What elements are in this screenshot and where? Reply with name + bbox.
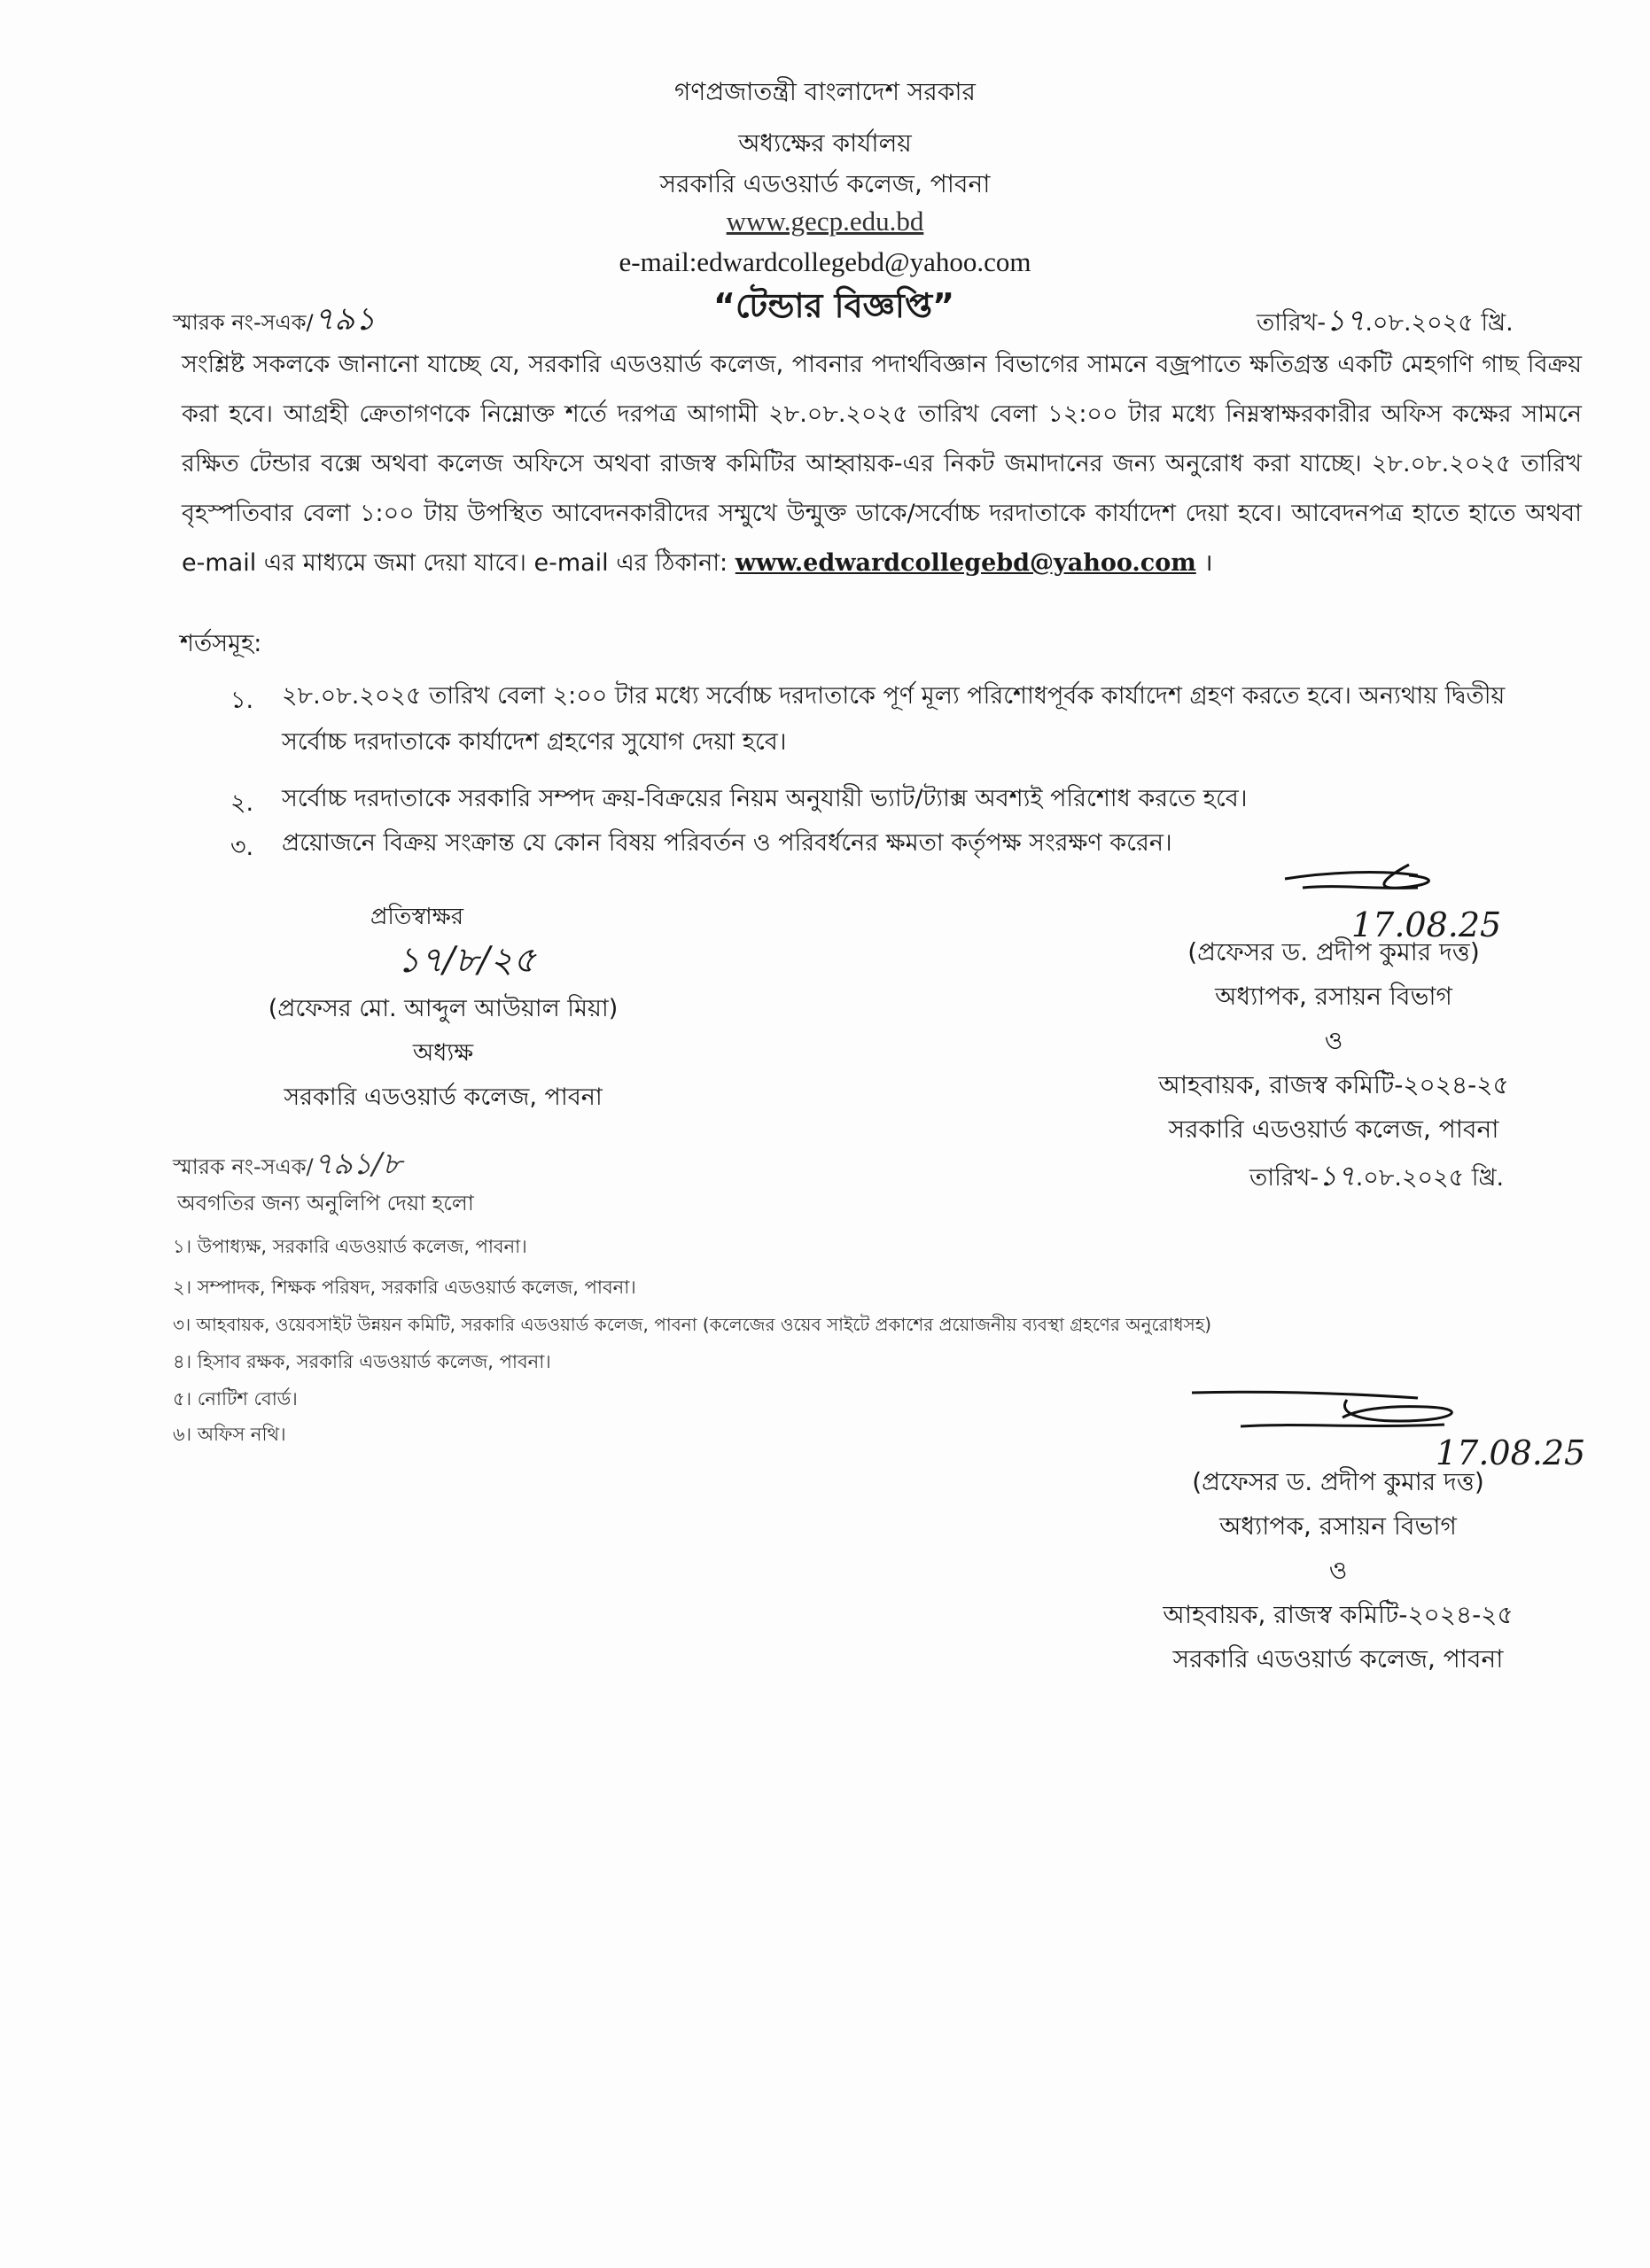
signatory-name: (প্রফেসর ড. প্রদীপ কুমার দত্ত)	[1192, 1467, 1484, 1496]
signatory-and: ও	[1328, 1556, 1348, 1585]
signatory-org: সরকারি এডওয়ার্ড কলেজ, পাবনা	[1168, 1115, 1499, 1144]
signature-date: 17.08.25	[1436, 1433, 1586, 1472]
memo-ref-label: স্মারক নং-সএক/	[173, 310, 314, 335]
signatory-role: আহবায়ক, রাজস্ব কমিটি-২০২৪-২৫	[1163, 1600, 1514, 1629]
condition-text: ২৮.০৮.২০২৫ তারিখ বেলা ২:০০ টার মধ্যে সর্বোচ্চ দরদাতাকে পূর্ণ মূল্য পরিশোধপূর্বক কার্যাদেশ গ্রহণ করতে হবে। অন্যথায় দ্বিতীয় সর্বোচ্চ দরদাতাকে কার্যাদেশ গ্রহণের সুযোগ দেয়া হবে।	[282, 682, 1506, 756]
signatory-org: সরকারি এডওয়ার্ড কলেজ, পাবনা	[1172, 1644, 1504, 1674]
signatory-date	[1249, 1153, 1504, 1201]
submission-email-link[interactable]: www.edwardcollegebd@yahoo.com	[735, 549, 1196, 577]
countersign-designation: অধ্যক্ষ	[412, 1039, 474, 1067]
notice-body	[182, 340, 1582, 588]
countersign-label: প্রতিস্বাক্ষর	[370, 904, 464, 930]
countersign-date: ১৭/৮/২৫	[397, 940, 536, 981]
signatory-name: (প্রফেসর ড. প্রদীপ কুমার দত্ত)	[1187, 937, 1480, 967]
memo-date-label: তারিখ-	[1257, 309, 1327, 337]
copy-list-item: ৪। হিসাব রক্ষক, সরকারি এডওয়ার্ড কলেজ, পাবনা।	[173, 1351, 551, 1372]
copy-list-item: ৩। আহবায়ক, ওয়েবসাইট উন্নয়ন কমিটি, সরকারি এডওয়ার্ড কলেজ, পাবনা (কলেজের ওয়েব সাইটে প্রকাশের প্রয়োজনীয় ব্যবস্থা গ্রহণের অনুরোধসহ)	[173, 1314, 1212, 1335]
copy-intro: অবগতির জন্য অনুলিপি দেয়া হলো	[177, 1191, 474, 1216]
signatory-date-rest: .০৮.২০২৫ খ্রি.	[1355, 1164, 1505, 1192]
condition-number: ১.	[230, 687, 254, 714]
signature-date: 17.08.25	[1351, 905, 1502, 944]
copy-list-item: ৬। অফিস নথি।	[173, 1424, 286, 1445]
signatory-date-day: ১৭	[1319, 1159, 1356, 1192]
copy-list-item: ৫। নোটিশ বোর্ড।	[173, 1388, 298, 1410]
notice-title: “টেন্ডার বিজ্ঞপ্তি”	[713, 286, 955, 325]
website-link[interactable]: www.gecp.edu.bd	[726, 206, 924, 237]
condition-text: সর্বোচ্চ দরদাতাকে সরকারি সম্পদ ক্রয়-বিক্রয়ের নিয়ম অনুযায়ী ভ্যাট/ট্যাক্স অবশ্যই পরিশোধ করতে হবে।	[282, 785, 1248, 812]
countersign-block	[213, 987, 673, 1120]
memo-date-day: ১৭	[1326, 303, 1366, 338]
signatory-date-label: তারিখ-	[1249, 1164, 1319, 1192]
copy-ref-number: ৭৯১/৮	[313, 1146, 402, 1182]
memo-ref-number: ৭৯১	[313, 301, 376, 338]
condition-text: প্রয়োজনে বিক্রয় সংক্রান্ত যে কোন বিষয় পরিবর্তন ও পরিবর্ধনের ক্ষমতা কর্তৃপক্ষ সংরক্ষণ করেন।	[282, 829, 1172, 857]
condition-number: ২.	[230, 789, 254, 817]
conditions-heading: শর্তসমূহ:	[180, 630, 262, 657]
govt-heading: গণপ্রজাতন্ত্রী বাংলাদেশ সরকার	[674, 77, 976, 106]
copy-list-item: ২। সম্পাদক, শিক্ষক পরিষদ, সরকারি এডওয়ার্ড কলেজ, পাবনা।	[173, 1277, 636, 1298]
countersign-org: সরকারি এডওয়ার্ড কলেজ, পাবনা	[284, 1084, 603, 1111]
condition-number: ৩.	[230, 834, 254, 861]
memo-date-rest: .০৮.২০২৫ খ্রি.	[1365, 309, 1514, 337]
copy-ref	[173, 1141, 401, 1192]
signatory-role: আহবায়ক, রাজস্ব কমিটি-২০২৪-২৫	[1158, 1070, 1509, 1099]
notice-body-end: ।	[1195, 549, 1213, 577]
copy-list-item: ১। উপাধ্যক্ষ, সরকারি এডওয়ার্ড কলেজ, পাবনা।	[173, 1236, 527, 1257]
signatory-block	[1117, 1460, 1560, 1682]
college-heading: সরকারি এডওয়ার্ড কলেজ, পাবনা	[659, 169, 991, 198]
office-heading: অধ্যক্ষের কার্যালয়	[738, 128, 912, 158]
countersign-name: (প্রফেসর মো. আব্দুল আউয়াল মিয়া)	[268, 995, 619, 1022]
signatory-and: ও	[1324, 1026, 1343, 1055]
email-address: e-mail:edwardcollegebd@yahoo.com	[619, 246, 1031, 277]
signatory-designation: অধ্যাপক, রসায়ন বিভাগ	[1219, 1511, 1457, 1541]
signatory-block	[1112, 930, 1555, 1152]
signatory-designation: অধ্যাপক, রসায়ন বিভাগ	[1215, 982, 1452, 1011]
copy-ref-label: স্মারক নং-সএক/	[173, 1154, 314, 1179]
notice-body-text: সংশ্লিষ্ট সকলকে জানানো যাচ্ছে যে, সরকারি এডওয়ার্ড কলেজ, পাবনার পদার্থবিজ্ঞান বিভাগের সামনে বজ্রপাতে ক্ষতিগ্রস্ত একটি মেহগণি গাছ বিক্রয় করা হবে। আগ্রহী ক্রেতাগণকে নিম্নোক্ত শর্তে দরপত্র আগামী ২৮.০৮.২০২৫ তারিখ বেলা ১২:০০ টার মধ্যে নিম্নস্বাক্ষরকারীর অফিস কক্ষের সামনে রক্ষিত টেন্ডার বক্সে অথবা কলেজ অফিসে অথবা রাজস্ব কমিটির আহ্বায়ক-এর নিকট জমাদানের জন্য অনুরোধ করা যাচ্ছে। ২৮.০৮.২০২৫ তারিখ বৃহস্পতিবার বেলা ১:০০ টায় উপস্থিত আবেদনকারীদের সম্মুখে উন্মুক্ত ডাকে/সর্বোচ্চ দরদাতাকে কার্যাদেশ দেয়া হবে। আবেদনপত্র হাতে হাতে অথবা e-mail এর মাধ্যমে জমা দেয়া যাবে। e-mail এর ঠিকানা:	[182, 351, 1582, 577]
